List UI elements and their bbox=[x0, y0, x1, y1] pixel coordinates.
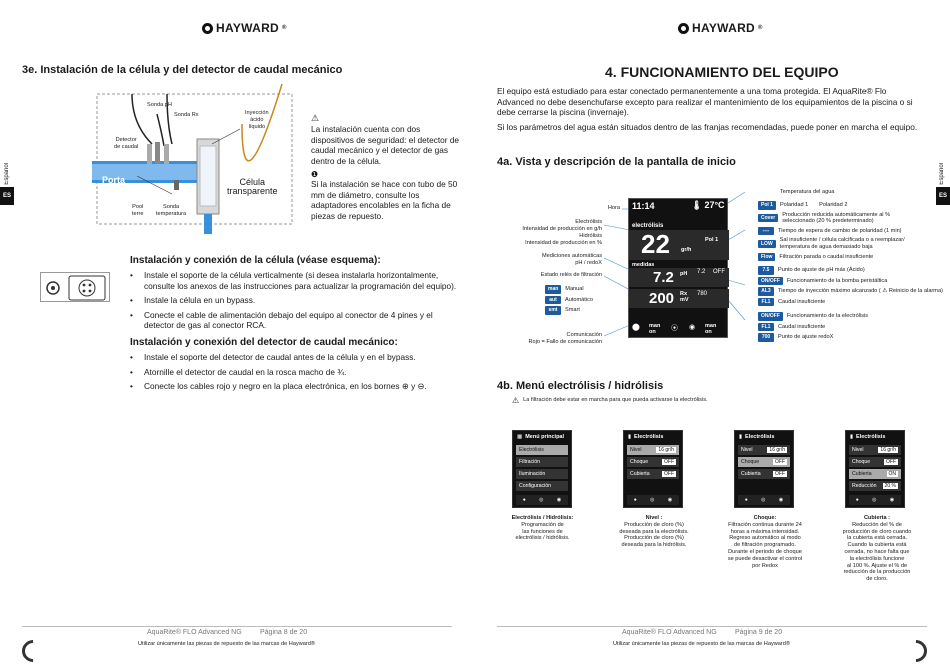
relay-mode-row: man Manual bbox=[545, 285, 593, 294]
footer-product-left: AquaRite® FLO Advanced NG bbox=[147, 629, 242, 636]
menu-footer bbox=[849, 495, 901, 505]
legend-top bbox=[758, 201, 938, 263]
pump-icon: ● bbox=[633, 497, 637, 503]
side-tab-left: ES bbox=[0, 187, 14, 205]
intro-paragraph-1: El equipo está estudiado para estar conectado permanentemente a una toma protegida. El AquaRite® Flo Advanced no debe desenchufarse excepto para realizar el mantenimiento de los equipamientos de la piscina o si debe cerrarse la piscina (invernaje). bbox=[497, 86, 913, 117]
screen-rx-value: 200 bbox=[649, 290, 675, 307]
cell-list bbox=[130, 270, 458, 335]
menu-row[interactable]: Filtración bbox=[516, 457, 568, 467]
warning-block bbox=[311, 113, 461, 166]
chapter-title: 4. FUNCIONAMIENTO DEL EQUIPO bbox=[605, 64, 839, 80]
menu-row[interactable]: Configuración bbox=[516, 481, 568, 491]
legend-row: Flow Filtración parada o caudal insuficiente bbox=[758, 253, 938, 262]
menu-screen-choque bbox=[734, 430, 794, 508]
screen-pol: Pol 1 bbox=[705, 237, 719, 243]
warning-text: La instalación cuenta con dos dispositivos de seguridad: el detector de caudal mecánico y el detector de gas dentro de la célula. bbox=[311, 124, 460, 166]
legend-row: AL3 Tiempo de inyección máximo alcanzado ( ⚠ Reinicio de la alarma) bbox=[758, 287, 943, 296]
side-language-left: Español bbox=[4, 163, 10, 185]
light-icon: ◉ bbox=[889, 497, 895, 503]
menu-row[interactable]: Choque OFF bbox=[849, 457, 901, 467]
menu-row[interactable]: Cubierta OFF bbox=[738, 469, 790, 479]
info-block bbox=[311, 170, 461, 221]
wifi-icon: ◎ bbox=[872, 497, 877, 503]
menu-footer bbox=[516, 495, 568, 505]
legend-row: Pol 1 Polaridad 1 Polaridad 2 bbox=[758, 201, 938, 210]
menu-screen-principal bbox=[512, 430, 572, 508]
light-icon: ◉ bbox=[556, 497, 562, 503]
home-screen bbox=[628, 198, 728, 338]
connector-figure bbox=[40, 272, 110, 302]
label-mediciones: Mediciones automáticas pH / redoX bbox=[541, 253, 602, 266]
relay-modes bbox=[545, 285, 593, 317]
footer-note-right: Utilizar únicamente las piezas de repuesto de las marcas de Hayward® bbox=[613, 641, 790, 647]
footer-line-left bbox=[22, 626, 452, 627]
footer-note-left: Utilizar únicamente las piezas de repuesto de las marcas de Hayward® bbox=[138, 641, 315, 647]
legend-mid bbox=[758, 266, 943, 308]
menu-screen-cubierta bbox=[845, 430, 905, 508]
hayward-logo-right: HAYWARD ® bbox=[678, 21, 763, 35]
label-pool-terre: Pool terre bbox=[132, 204, 144, 217]
legend-row: ON/OFF Funcionamiento de la bomba peristáltica bbox=[758, 277, 943, 286]
screen-time: 11:14 bbox=[632, 201, 655, 211]
menu-row[interactable]: Nivel 16 gr/h bbox=[849, 445, 901, 455]
screen-rx-band bbox=[629, 289, 729, 308]
menu-row[interactable]: Cubierta ON bbox=[849, 469, 901, 479]
section-title-4a: 4a. Vista y descripción de la pantalla de inicio bbox=[497, 156, 736, 168]
prev-page-arrow-icon[interactable] bbox=[17, 635, 48, 666]
menu-row[interactable]: Reducción 20 % bbox=[849, 481, 901, 491]
relay-mode-row: smt Smart bbox=[545, 306, 593, 315]
info-text: Si la instalación se hace con tubo de 50 mm de diámetro, consulte los adaptadores encolables en la ficha de piezas de repuesto. bbox=[311, 179, 458, 221]
info-icon: ❶ bbox=[311, 170, 319, 179]
wifi-icon: ◎ bbox=[650, 497, 655, 503]
section-title-3e: 3e. Instalación de la célula y del detector de caudal mecánico bbox=[22, 64, 343, 76]
screen-ph-label: pH bbox=[680, 271, 688, 277]
legend-row: Cover Producción reducida automáticamente al % seleccionado (20 % predeterminado) bbox=[758, 212, 938, 225]
caption-cubierta: Cubierta : Reducción del % de producción de cloro cuando la cubierta está cerrada. Cuando la cubierta está cerrada, no hace falta que la electrólisis funcione al 100 %. Ajuste el % de reducción de la producción de cloro. bbox=[842, 515, 912, 583]
hayward-mark-icon bbox=[678, 23, 689, 34]
screen-unit: gr/h bbox=[681, 247, 692, 253]
screen-foot-1: man on bbox=[649, 323, 661, 335]
wifi-icon: ◎ bbox=[539, 497, 544, 503]
warning-icon: ⚠ bbox=[311, 113, 320, 123]
caption-principal: Electrólisis / Hidrólisis: Programación de las funciones de electrólisis / hidrólisis. bbox=[511, 515, 574, 542]
filter-note: ⚠ La filtración debe estar en marcha para que pueda activarse la electrólisis. bbox=[512, 396, 708, 405]
electrolysis-icon: ▮ bbox=[850, 434, 854, 440]
cell-item: • Conecte el cable de alimentación debajo del equipo al conector de 4 pines y el detector de gas al conector RCA. bbox=[130, 310, 458, 331]
label-temperatura: Temperatura del agua bbox=[780, 189, 835, 195]
label-celula: Célula transparente bbox=[227, 177, 278, 196]
menu-row[interactable]: Iluminación bbox=[516, 469, 568, 479]
flow-item: • Atornille el detector de caudal en la rosca macho de ¾. bbox=[130, 367, 458, 378]
cell-heading: Instalación y conexión de la célula (véase esquema): bbox=[130, 255, 381, 266]
label-detector: Detector de caudal bbox=[114, 137, 139, 150]
screen-mode: electrólisis bbox=[632, 223, 664, 229]
cell-item: • Instale la célula en un bypass. bbox=[130, 295, 458, 306]
hayward-mark-icon bbox=[202, 23, 213, 34]
hayward-logo-left: HAYWARD ® bbox=[202, 21, 287, 35]
menu-row[interactable]: Nivel 16 gr/h bbox=[738, 445, 790, 455]
menu-row[interactable]: Electrólisis bbox=[516, 445, 568, 455]
section-title-4b: 4b. Menú electrólisis / hidrólisis bbox=[497, 380, 664, 392]
next-page-arrow-icon[interactable] bbox=[900, 635, 931, 666]
flow-list bbox=[130, 352, 458, 396]
screen-value: 22 bbox=[641, 229, 670, 259]
label-sonda-ph: Sonda pH bbox=[147, 102, 172, 108]
footer-product-right: AquaRite® FLO Advanced NG bbox=[622, 629, 717, 636]
label-porta-sonda: Porta sonda bbox=[102, 175, 129, 194]
legend-row: LOW Sal insuficiente / célula calcificada o a reemplazar/ temperatura de agua demasiado baja bbox=[758, 237, 938, 250]
screen-temp: 🌡 27°C bbox=[691, 200, 725, 210]
pump-icon: ● bbox=[522, 497, 526, 503]
flow-item: • Conecte los cables rojo y negro en la placa electrónica, en los bornes ⊕ y ⊖. bbox=[130, 381, 458, 392]
legend-row: 700 Punto de ajuste redoX bbox=[758, 333, 938, 342]
screen-ph-state: OFF bbox=[713, 269, 725, 275]
wifi-icon: ◎ bbox=[761, 497, 766, 503]
side-tab-right: ES bbox=[936, 187, 950, 205]
menu-header: ▦ Menú principal bbox=[517, 434, 565, 440]
footer-page-right: Página 9 de 20 bbox=[735, 629, 783, 636]
menu-row[interactable]: Cubierta OFF bbox=[627, 469, 679, 479]
screen-ph-set: 7.2 bbox=[697, 269, 706, 275]
intro-paragraph-2: Si los parámetros del agua están situados dentro de las franjas recomendadas, puede poner en marcha el equipo. bbox=[497, 122, 918, 132]
screen-rx-label: Rx mV bbox=[680, 291, 689, 303]
menu-row[interactable]: Choque OFF bbox=[627, 457, 679, 467]
legend-row: FL1 Caudal insuficiente bbox=[758, 323, 938, 332]
menu-header: ▮ Electrólisis bbox=[739, 434, 775, 440]
flow-item: • Instale el soporte del detector de caudal antes de la célula y en el bypass. bbox=[130, 352, 458, 363]
footer-line-right bbox=[497, 626, 927, 627]
wifi-icon: ⦿ bbox=[671, 325, 678, 332]
menu-row[interactable]: Nivel 16 gr/h bbox=[627, 445, 679, 455]
legend-row: FL1 Caudal insuficiente bbox=[758, 298, 943, 307]
caption-choque: Choque: Filtración continua durante 24 horas a máxima intensidad. Regreso automático al modo de filtración programado. Durante el periodo de choque se puede desactivar el control por Redox bbox=[727, 515, 803, 569]
menu-header: ▮ Electrólisis bbox=[628, 434, 664, 440]
menu-row[interactable]: Choque OFF bbox=[738, 457, 790, 467]
menu-footer bbox=[627, 495, 679, 505]
screen-rx-set: 780 bbox=[697, 291, 708, 297]
screen-foot-2: man on bbox=[705, 323, 717, 335]
menu-icon: ▦ bbox=[517, 434, 523, 440]
relay-mode-row: aut Automático bbox=[545, 296, 593, 305]
label-hora: Hora bbox=[607, 205, 620, 211]
footer-page-left: Página 8 de 20 bbox=[260, 629, 308, 636]
screen-ph-value: 7.2 bbox=[653, 269, 674, 286]
label-electrolisis: Electrólisis Intensidad de producción en g/h Hidrólisis Intensidad de producción en % bbox=[522, 219, 602, 246]
legend-bot bbox=[758, 312, 938, 344]
menu-header: ▮ Electrólisis bbox=[850, 434, 886, 440]
label-comunicacion: Comunicación Rojo = Fallo de comunicación bbox=[528, 332, 602, 345]
warning-icon: ⚠ bbox=[512, 396, 520, 405]
flow-heading: Instalación y conexión del detector de caudal mecánico: bbox=[130, 337, 398, 348]
label-inyeccion: Inyección ácido líquido bbox=[245, 110, 269, 130]
electrolysis-icon: ▮ bbox=[628, 434, 632, 440]
pump-icon: ● bbox=[855, 497, 859, 503]
thermometer-icon: 🌡 bbox=[691, 200, 703, 210]
menu-screen-nivel bbox=[623, 430, 683, 508]
electrolysis-icon: ▮ bbox=[739, 434, 743, 440]
label-sonda-temperatura: Sonda temperatura bbox=[156, 204, 187, 217]
caption-nivel: Nivel : Producción de cloro (%) deseada para la electrólisis. Producción de cloro (%) deseada para la hidrólisis. bbox=[619, 515, 689, 549]
legend-row: 7.5 Punto de ajuste de pH máx (Ácido) bbox=[758, 266, 943, 275]
label-sonda-rx: Sonda Rx bbox=[174, 112, 199, 118]
label-estado: Estado relés de filtración bbox=[540, 272, 602, 278]
screen-medidas: medidas bbox=[632, 262, 655, 268]
light-icon: ◉ bbox=[667, 497, 673, 503]
cell-item: • Instale el soporte de la célula verticalmente (si desea instalarla horizontalmente, consulte los anexos de las instrucciones para actualizar la programación del equipo). bbox=[130, 270, 458, 291]
pump-icon: ● bbox=[744, 497, 748, 503]
light-icon: ◉ bbox=[689, 324, 696, 331]
connector-svg bbox=[41, 273, 111, 303]
installation-diagram bbox=[92, 84, 302, 244]
menu-footer bbox=[738, 495, 790, 505]
installation-diagram-svg bbox=[92, 84, 302, 244]
pump-icon: ⬤ bbox=[632, 324, 640, 331]
side-language-right: Español bbox=[939, 163, 945, 185]
legend-row: ---- Tiempo de espera de cambio de polaridad (1 min) bbox=[758, 227, 938, 236]
legend-row: ON/OFF Funcionamiento de la electrólisis bbox=[758, 312, 938, 321]
light-icon: ◉ bbox=[778, 497, 784, 503]
